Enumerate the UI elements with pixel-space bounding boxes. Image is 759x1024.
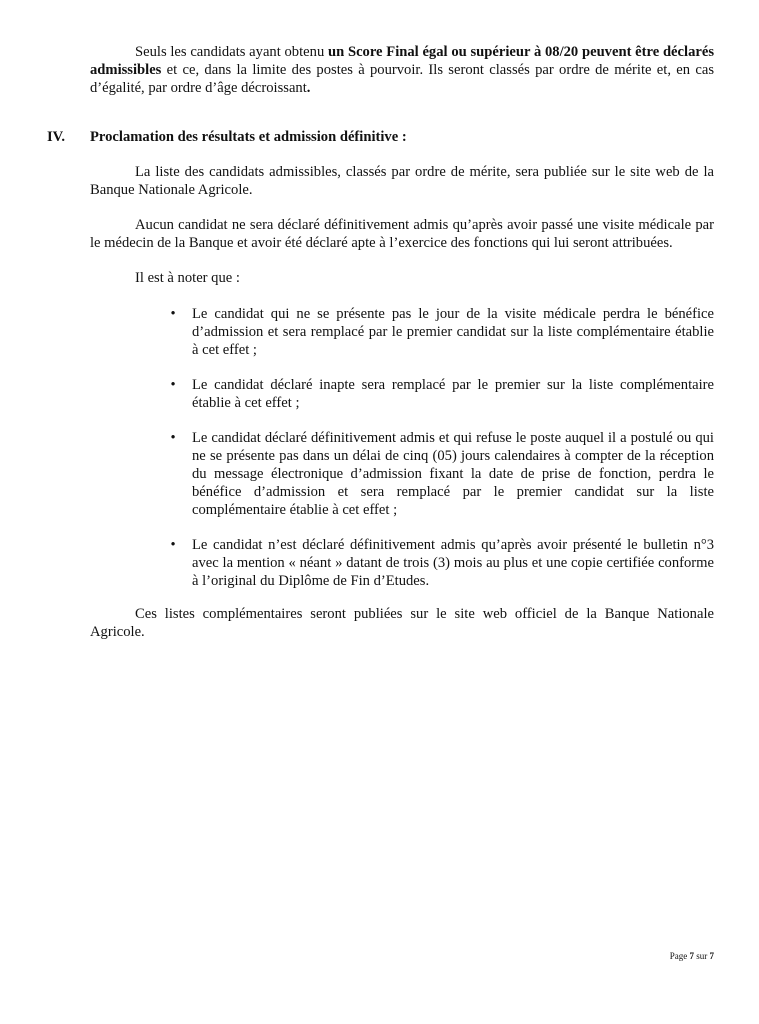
page-of-label: sur <box>696 951 708 961</box>
intro-text-1: Seuls les candidats ayant obtenu <box>135 44 328 60</box>
page-total: 7 <box>709 951 714 961</box>
results-paragraph: La liste des candidats admissibles, classés par ordre de mérite, sera publiée sur le site web de la Banque Nationale Agricole. <box>90 164 714 198</box>
list-item-text: Le candidat n’est déclaré définitivement admis qu’après avoir présenté le bulletin n°3 avec la mention « néant » datant de trois (3) mois au plus et une copie certifiée conforme à l’original du Diplôme de Fin d’Etudes. <box>192 537 714 589</box>
bullet-icon: • <box>170 306 176 322</box>
note-intro: Il est à noter que : <box>135 270 240 286</box>
page-label: Page <box>669 951 688 961</box>
section-title: Proclamation des résultats et admission définitive : <box>90 129 407 145</box>
list-item-text: Le candidat qui ne se présente pas le jour de la visite médicale perdra le bénéfice d’admission et sera remplacé par le premier candidat sur la liste complémentaire établie à cet effet ; <box>192 306 714 358</box>
closing-paragraph: Ces listes complémentaires seront publiées sur le site web officiel de la Banque Nationale Agricole. <box>90 606 714 640</box>
intro-paragraph <box>90 43 714 97</box>
intro-bold-2: . <box>306 80 311 96</box>
section-number: IV. <box>47 129 65 145</box>
bullet-icon: • <box>170 377 176 393</box>
intro-text-2: et ce, dans la limite des postes à pourvoir. Ils seront classés par ordre de mérite et, en cas d’égalité, par ordre d’âge décroissant <box>90 62 714 96</box>
intro-bold-1: un Score Final égal ou supérieur à 08/20 peuvent être déclarés admissibles <box>90 44 714 78</box>
list-item-text: Le candidat déclaré définitivement admis et qui refuse le poste auquel il a postulé ou qui ne se présente pas dans un délai de cinq (05) jours calendaires à compter de la réception du message électronique d’admission fixant la date de prise de fonction, perdra le bénéfice d’admission et sera remplacé par le premier candidat sur la liste complémentaire établie à cet effet ; <box>192 430 714 518</box>
bullet-icon: • <box>170 430 176 446</box>
medical-visit-paragraph: Aucun candidat ne sera déclaré définitivement admis qu’après avoir passé une visite médicale par le médecin de la Banque et avoir été déclaré apte à l’exercice des fonctions qui lui seront attribuées. <box>90 217 714 251</box>
page-current: 7 <box>689 951 694 961</box>
page-number <box>520 950 714 962</box>
list-item-text: Le candidat déclaré inapte sera remplacé par le premier sur la liste complémentaire établie à cet effet ; <box>192 377 714 411</box>
bullet-icon: • <box>170 537 176 553</box>
